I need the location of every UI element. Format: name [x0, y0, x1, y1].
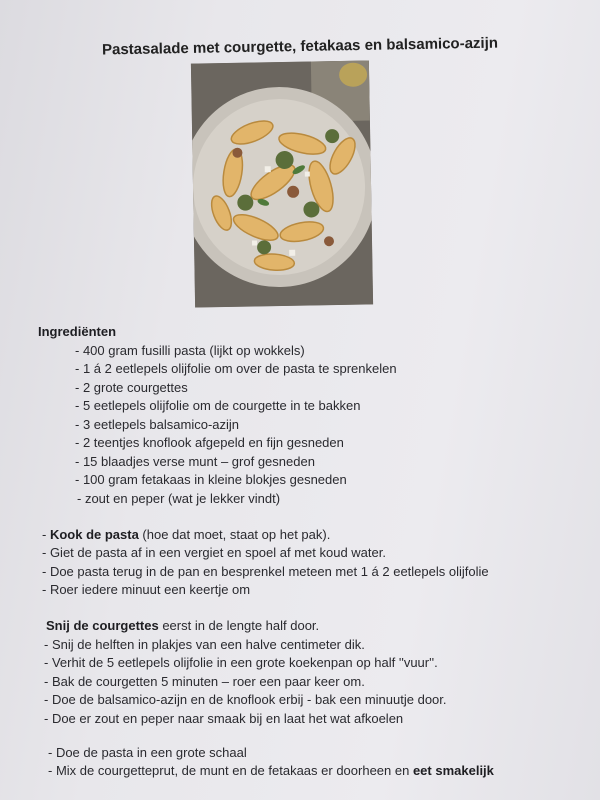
courgette-step: - Bak de courgetten 5 minuten – roer een paar keer om.: [44, 674, 365, 689]
ingredient-item: - 1 á 2 eetlepels olijfolie om over de pasta te sprenkelen: [75, 361, 397, 376]
pasta-step: - Giet de pasta af in een vergiet en spoel af met koud water.: [42, 545, 386, 560]
ingredient-item: - 2 teentjes knoflook afgepeld en fijn gesneden: [75, 435, 344, 450]
courgette-step: - Verhit de 5 eetlepels olijfolie in een grote koekenpan op half ''vuur''.: [44, 655, 438, 670]
ingredient-item: - 5 eetlepels olijfolie om de courgette in te bakken: [75, 398, 361, 413]
recipe-title: Pastasalade met courgette, fetakaas en balsamico-azijn: [101, 34, 499, 59]
courgette-heading-bold: Snij de courgettes: [46, 618, 159, 633]
eet-smakelijk-bold: eet smakelijk: [412, 763, 494, 778]
final-step-last-prefix: - Mix de courgetteprut, de munt en de fetakaas er doorheen en: [48, 763, 413, 778]
pasta-step: - Doe pasta terug in de pan en besprenkel meteen met 1 á 2 eetlepels olijfolie: [42, 564, 489, 579]
ingredient-item: - 2 grote courgettes: [75, 380, 188, 395]
ingredient-item: - zout en peper (wat je lekker vindt): [77, 491, 281, 506]
pasta-step-cook: [42, 527, 330, 542]
courgette-step: - Doe er zout en peper naar smaak bij en laat het wat afkoelen: [44, 711, 404, 726]
ingredient-item: - 3 eetlepels balsamico-azijn: [75, 417, 240, 432]
pasta-salad-photo: [191, 60, 373, 307]
final-step: - Doe de pasta in een grote schaal: [48, 745, 247, 760]
pasta-step-cook-bold: Kook de pasta: [49, 527, 139, 542]
ingredient-item: - 400 gram fusilli pasta (lijkt op wokkels): [75, 343, 305, 358]
final-step-last: [48, 763, 494, 778]
ingredient-item: - 15 blaadjes verse munt – grof gesneden: [75, 454, 315, 469]
courgette-heading: [46, 618, 319, 633]
courgette-heading-rest: eerst in de lengte half door.: [158, 618, 320, 633]
pasta-step: - Roer iedere minuut een keertje om: [42, 582, 251, 597]
courgette-step: - Doe de balsamico-azijn en de knoflook erbij - bak een minuutje door.: [44, 692, 447, 707]
ingredient-item: - 100 gram fetakaas in kleine blokjes gesneden: [75, 472, 347, 487]
pasta-step-prefix: -: [42, 527, 50, 542]
pasta-step-cook-rest: (hoe dat moet, staat op het pak).: [138, 527, 331, 542]
courgette-step: - Snij de helften in plakjes van een halve centimeter dik.: [44, 637, 365, 652]
ingredients-heading: Ingrediënten: [38, 324, 117, 339]
pasta-salad-illustration: [191, 60, 373, 307]
